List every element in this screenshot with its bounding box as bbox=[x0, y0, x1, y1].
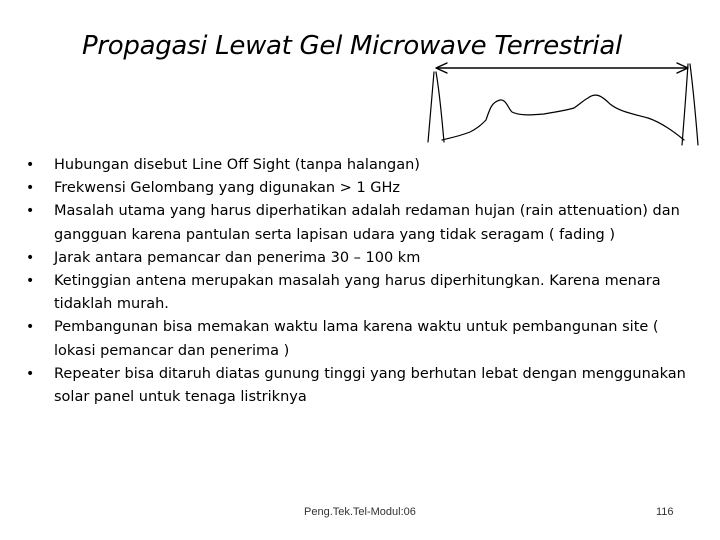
line-of-sight-diagram bbox=[420, 50, 700, 160]
right-tower bbox=[682, 64, 688, 145]
bullet-marker: • bbox=[26, 203, 35, 220]
page-number: 116 bbox=[656, 506, 674, 518]
bullet-text: Repeater bisa ditaruh diatas gunung tinggi yang berhutan lebat dengan menggunakan solar panel untuk tenaga listriknya bbox=[54, 365, 686, 406]
right-tower-leg bbox=[690, 64, 698, 145]
bullet-item bbox=[26, 247, 698, 270]
left-tower-leg bbox=[436, 72, 444, 142]
bullet-text: Pembangunan bisa memakan waktu lama karena waktu untuk pembangunan site ( lokasi pemancar dan penerima ) bbox=[54, 319, 659, 359]
bullet-item bbox=[26, 154, 698, 177]
bullet-marker: • bbox=[26, 365, 35, 382]
bullet-marker: • bbox=[26, 157, 35, 173]
bullet-item bbox=[26, 177, 698, 200]
bullet-text: Frekwensi Gelombang yang digunakan > 1 GHz bbox=[54, 180, 401, 197]
bullet-list bbox=[26, 154, 698, 409]
bullet-marker: • bbox=[26, 273, 35, 290]
bullet-text: Hubungan disebut Line Off Sight (tanpa halangan) bbox=[54, 157, 420, 173]
bullet-text: Jarak antara pemancar dan penerima 30 – 100 km bbox=[54, 249, 421, 266]
bullet-item bbox=[26, 270, 698, 316]
bullet-item bbox=[26, 200, 698, 246]
bullet-text: Masalah utama yang harus diperhatikan adalah redaman hujan (rain attenuation) dan gangguan karena pantulan serta lapisan udara yang tidak seragam ( fading ) bbox=[54, 203, 680, 243]
bullet-marker: • bbox=[26, 319, 35, 336]
bullet-item bbox=[26, 363, 698, 409]
bullet-marker: • bbox=[26, 180, 35, 197]
footer-label: Peng.Tek.Tel-Modul:06 bbox=[304, 506, 416, 518]
left-tower bbox=[428, 72, 434, 142]
bullet-item bbox=[26, 316, 698, 362]
slide-title: Propagasi Lewat Gel Microwave Terrestrial bbox=[82, 31, 622, 61]
terrain-profile bbox=[442, 95, 684, 140]
bullet-text: Ketinggian antena merupakan masalah yang harus diperhitungkan. Karena menara tidaklah murah. bbox=[54, 273, 661, 313]
bullet-marker: • bbox=[26, 249, 35, 266]
